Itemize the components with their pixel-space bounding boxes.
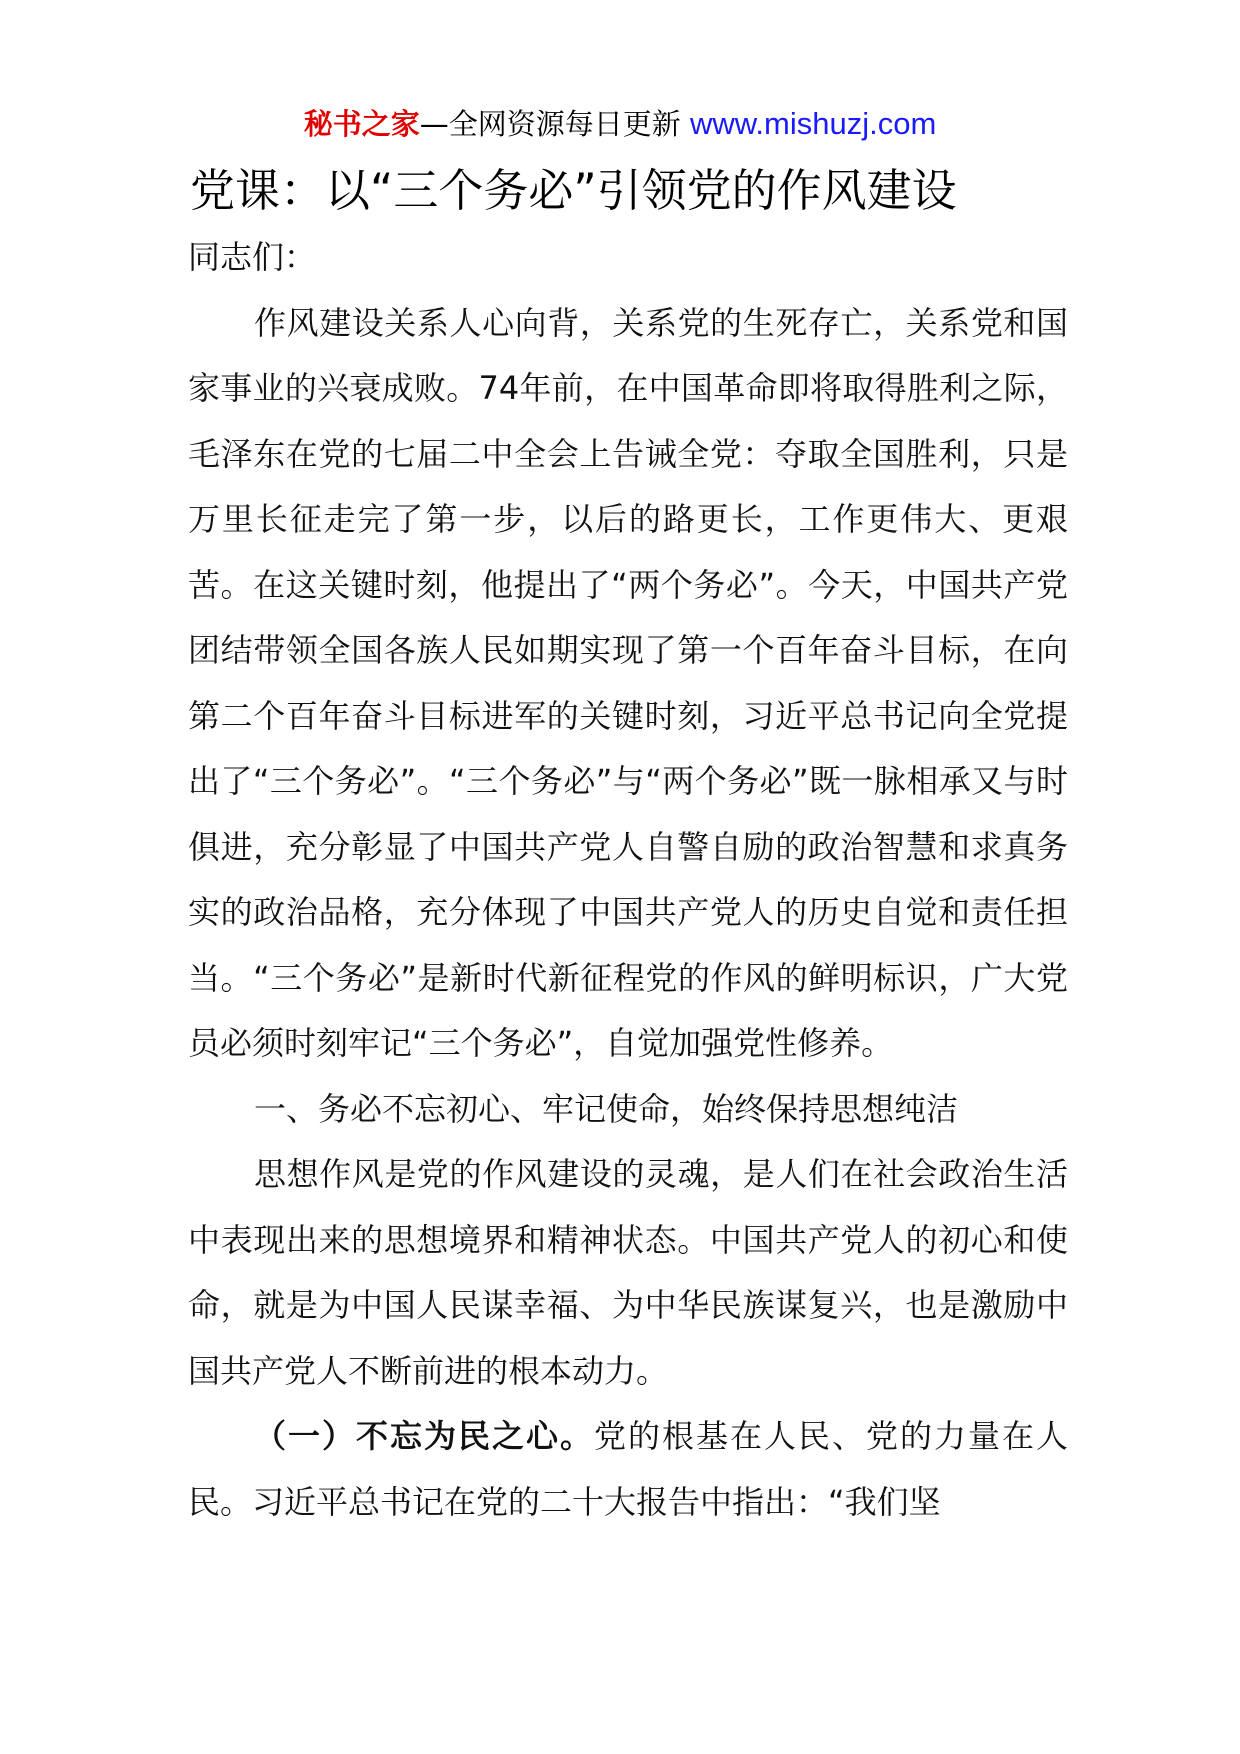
intro-paragraph: 作风建设关系人心向背，关系党的生死存亡，关系党和国家事业的兴衰成败。74年前，在中国革命即将取得胜利之际，毛泽东在党的七届二中全会上告诫全党：夺取全国胜利，只是万里长征走完了第一步，以后的路更长，工作更伟大、更艰苦。在这关键时刻，他提出了“两个务必”。今天，中国共产党团结带领全国各族人民如期实现了第一个百年奋斗目标，在向第二个百年奋斗目标进军的关键时刻，习近平总书记向全党提出了“三个务必”。“三个务必”与“两个务必”既一脉相承又与时俱进，充分彰显了中国共产党人自警自励的政治智慧和求真务实的政治品格，充分体现了中国共产党人的历史自觉和责任担当。“三个务必”是新时代新征程党的作风的鲜明标识，广大党员必须时刻牢记“三个务必”，自觉加强党性修养。 [188,303,1068,1062]
site-banner [0,102,1240,146]
document-title: 党课：以“三个务必”引领党的作风建设 [190,164,957,217]
subsection-1-text: 党的根基在人民、党的力量在人民。习近平总书记在党的二十大报告中指出：“我们坚 [188,1417,1068,1521]
salutation: 同志们： [188,238,317,276]
subsection-1-paragraph [188,1404,1068,1535]
site-brand: 秘书之家 [303,107,420,141]
section-1-heading: 一、务必不忘初心、牢记使命，始终保持思想纯洁 [254,1089,959,1128]
subsection-1-label: （一）不忘为民之心。 [254,1417,594,1455]
site-tagline: —全网资源每日更新 [419,107,690,141]
site-url-link[interactable]: www.mishuzj.com [689,106,937,141]
section-1-paragraph: 思想作风是党的作风建设的灵魂，是人们在社会政治生活中表现出来的思想境界和精神状态。中国共产党人的初心和使命，就是为中国人民谋幸福、为中华民族谋复兴，也是激励中国共产党人不断前进的根本动力。 [188,1155,1068,1390]
document-body [188,225,1068,1535]
